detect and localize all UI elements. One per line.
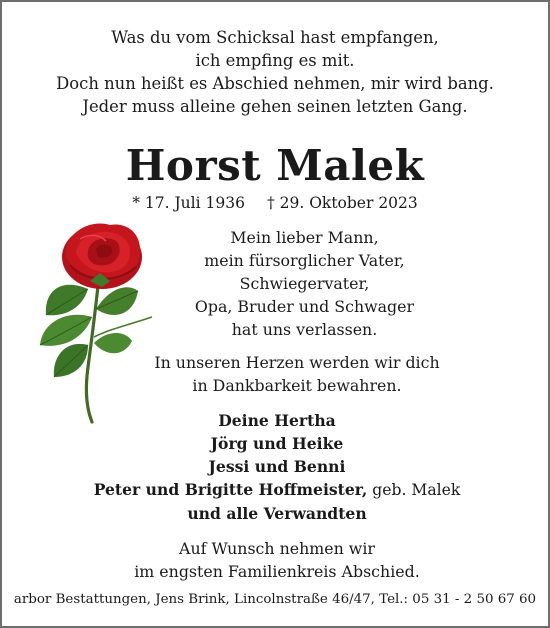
- closing-line: Auf Wunsch nehmen wir: [179, 539, 375, 558]
- message-line: Schwiegervater,: [239, 274, 370, 293]
- family-line: und alle Verwandten: [187, 504, 367, 523]
- family-line: Jessi und Benni: [208, 457, 346, 476]
- message-line: Mein lieber Mann,: [230, 228, 379, 247]
- family-line: Deine Hertha: [218, 411, 336, 430]
- poem-line: Doch nun heißt es Abschied nehmen, mir wird bang.: [56, 74, 494, 93]
- family-signatures: [2, 409, 550, 525]
- message-line: hat uns verlassen.: [231, 320, 378, 339]
- life-dates: [2, 192, 548, 214]
- death-date: † 29. Oktober 2023: [266, 194, 418, 212]
- poem-line: Jeder muss alleine gehen seinen letzten Gang.: [82, 97, 468, 116]
- message-line: mein fürsorglicher Vater,: [204, 251, 405, 270]
- family-name-bold: Peter und Brigitte Hoffmeister,: [93, 480, 368, 499]
- remembrance-line: in Dankbarkeit bewahren.: [192, 376, 402, 395]
- maiden-name: geb. Malek: [367, 481, 461, 499]
- message: [177, 226, 432, 341]
- poem-line: ich empfing es mit.: [195, 51, 355, 70]
- closing-note: [2, 537, 550, 583]
- birth-date: * 17. Juli 1936: [132, 194, 245, 212]
- family-line: [2, 478, 550, 502]
- remembrance-text: [2, 351, 550, 397]
- remembrance-line: In unseren Herzen werden wir dich: [154, 353, 440, 372]
- closing-line: im engsten Familienkreis Abschied.: [134, 562, 420, 581]
- message-line: Opa, Bruder und Schwager: [194, 297, 415, 316]
- funeral-home-footer: arbor Bestattungen, Jens Brink, Lincolnstraße 46/47, Tel.: 05 31 - 2 50 67 60: [13, 592, 537, 607]
- family-line: Jörg und Heike: [210, 434, 344, 453]
- poem: [2, 26, 548, 118]
- poem-line: Was du vom Schicksal hast empfangen,: [111, 28, 439, 47]
- deceased-name: Horst Malek: [125, 141, 425, 190]
